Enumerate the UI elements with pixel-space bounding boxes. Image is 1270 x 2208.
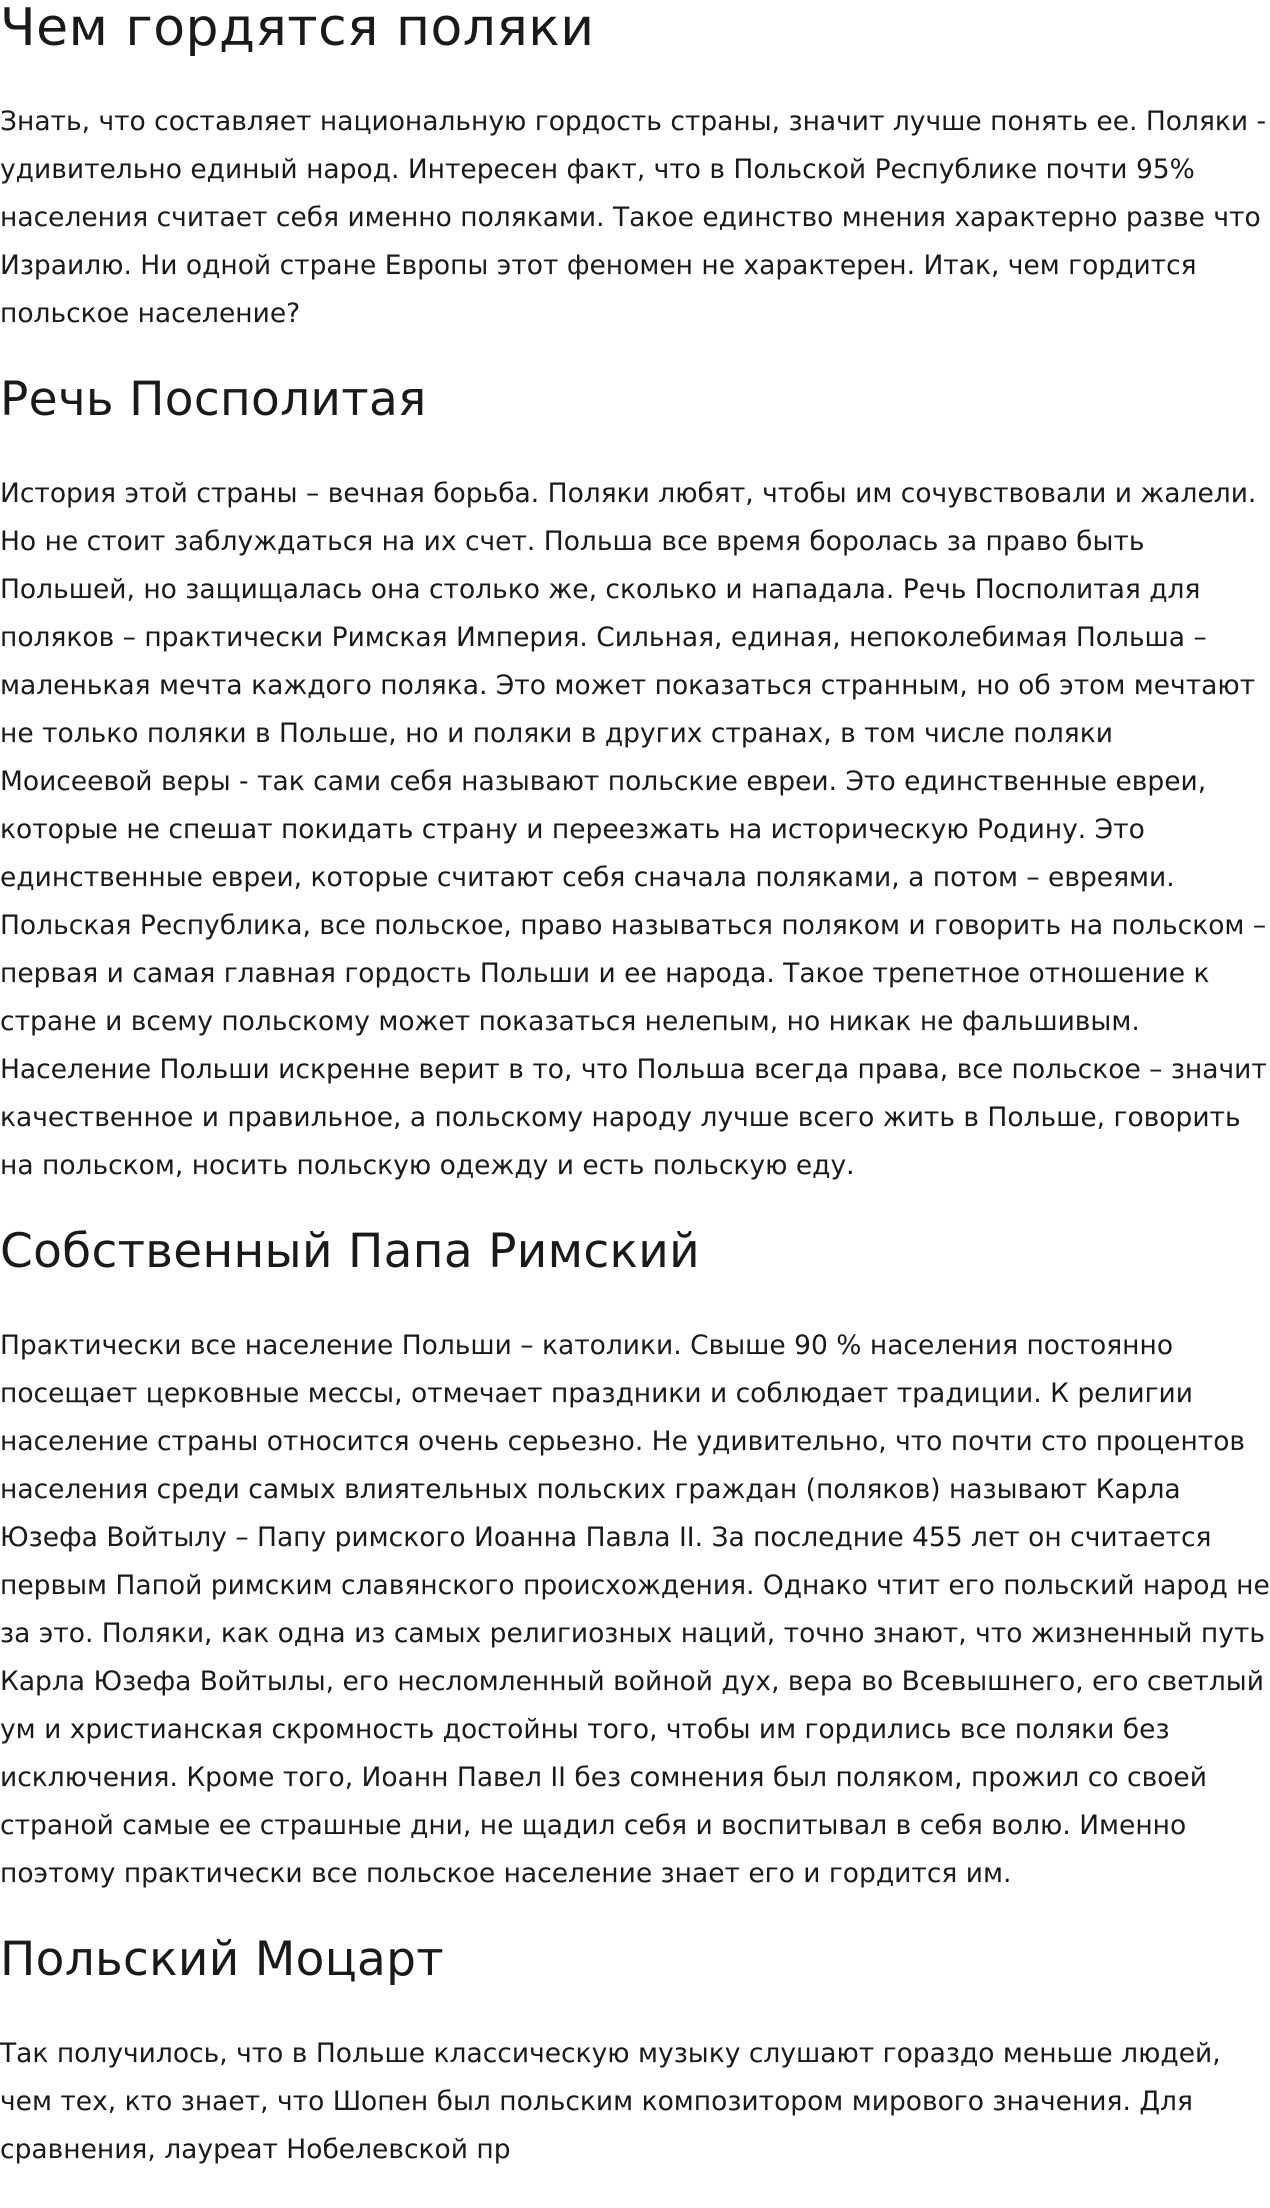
section-heading-pope: Собственный Папа Римский — [0, 1224, 700, 1279]
section-paragraph-pope: Практически все население Польши – католики. Свыше 90 % населения постоянно посещает церковные мессы, отмечает праздники и соблюдает традиции. К религии население страны относится очень серьезно. Не удивительно, что почти сто процентов населения среди самых влиятельных польских граждан (поляков) называют Карла Юзефа Войтылу – Папу римского Иоанна Павла II. За последние 455 лет он считается первым Папой римским славянского происхождения. Однако чтит его польский народ не за это. Поляки, как одна из самых религиозных наций, точно знают, что жизненный путь Карла Юзефа Войтылы, его несломленный войной дух, вера во Всевышнего, его светлый ум и христианская скромность достойны того, чтобы им гордились все поляки без исключения. Кроме того, Иоанн Павел II без сомнения был поляком, прожил со своей страной самые ее страшные дни, не щадил себя и воспитывал в себя волю. Именно поэтому практически все польское население знает его и гордится им. — [0, 1330, 1270, 1889]
section-paragraph-chopin: Так получилось, что в Польше классическую музыку слушают гораздо меньше людей, чем тех, кто знает, что Шопен был польским композитором мирового значения. Для сравнения, лауреат Нобелевской пр — [0, 2038, 1221, 2165]
section-heading-rzeczpospolita: Речь Посполитая — [0, 372, 427, 427]
intro-paragraph: Знать, что составляет национальную гордость страны, значит лучше понять ее. Поляки - удивительно единый народ. Интересен факт, что в Польской Республике почти 95% населения считает себя именно поляками. Такое единство мнения характерно разве что Израилю. Ни одной стране Европы этот феномен не характерен. Итак, чем гордится польское население? — [0, 106, 1267, 329]
section-paragraph-rzeczpospolita: История этой страны – вечная борьба. Поляки любят, чтобы им сочувствовали и жалели. Но не стоит заблуждаться на их счет. Польша все время боролась за право быть Польшей, но защищалась она столько же, сколько и нападала. Речь Посполитая для поляков – практически Римская Империя. Сильная, единая, непоколебимая Польша – маленькая мечта каждого поляка. Это может показаться странным, но об этом мечтают не только поляки в Польше, но и поляки в других странах, в том числе поляки Моисеевой веры - так сами себя называют польские евреи. Это единственные евреи, которые не спешат покидать страну и переезжать на историческую Родину. Это единственные евреи, которые считают себя сначала поляками, а потом – евреями. Польская Республика, все польское, право называться поляком и говорить на польском – первая и самая главная гордость Польши и ее народа. Такое трепетное отношение к стране и всему польскому может показаться нелепым, но никак не фальшивым. Население Польши искренне верит в то, что Польша всегда права, все польское – значит качественное и правильное, а польскому народу лучше всего жить в Польше, говорить на польском, носить польскую одежду и есть польскую еду. — [0, 478, 1267, 1181]
article-title: Чем гордятся поляки — [0, 0, 595, 58]
section-heading-chopin: Польский Моцарт — [0, 1932, 444, 1987]
